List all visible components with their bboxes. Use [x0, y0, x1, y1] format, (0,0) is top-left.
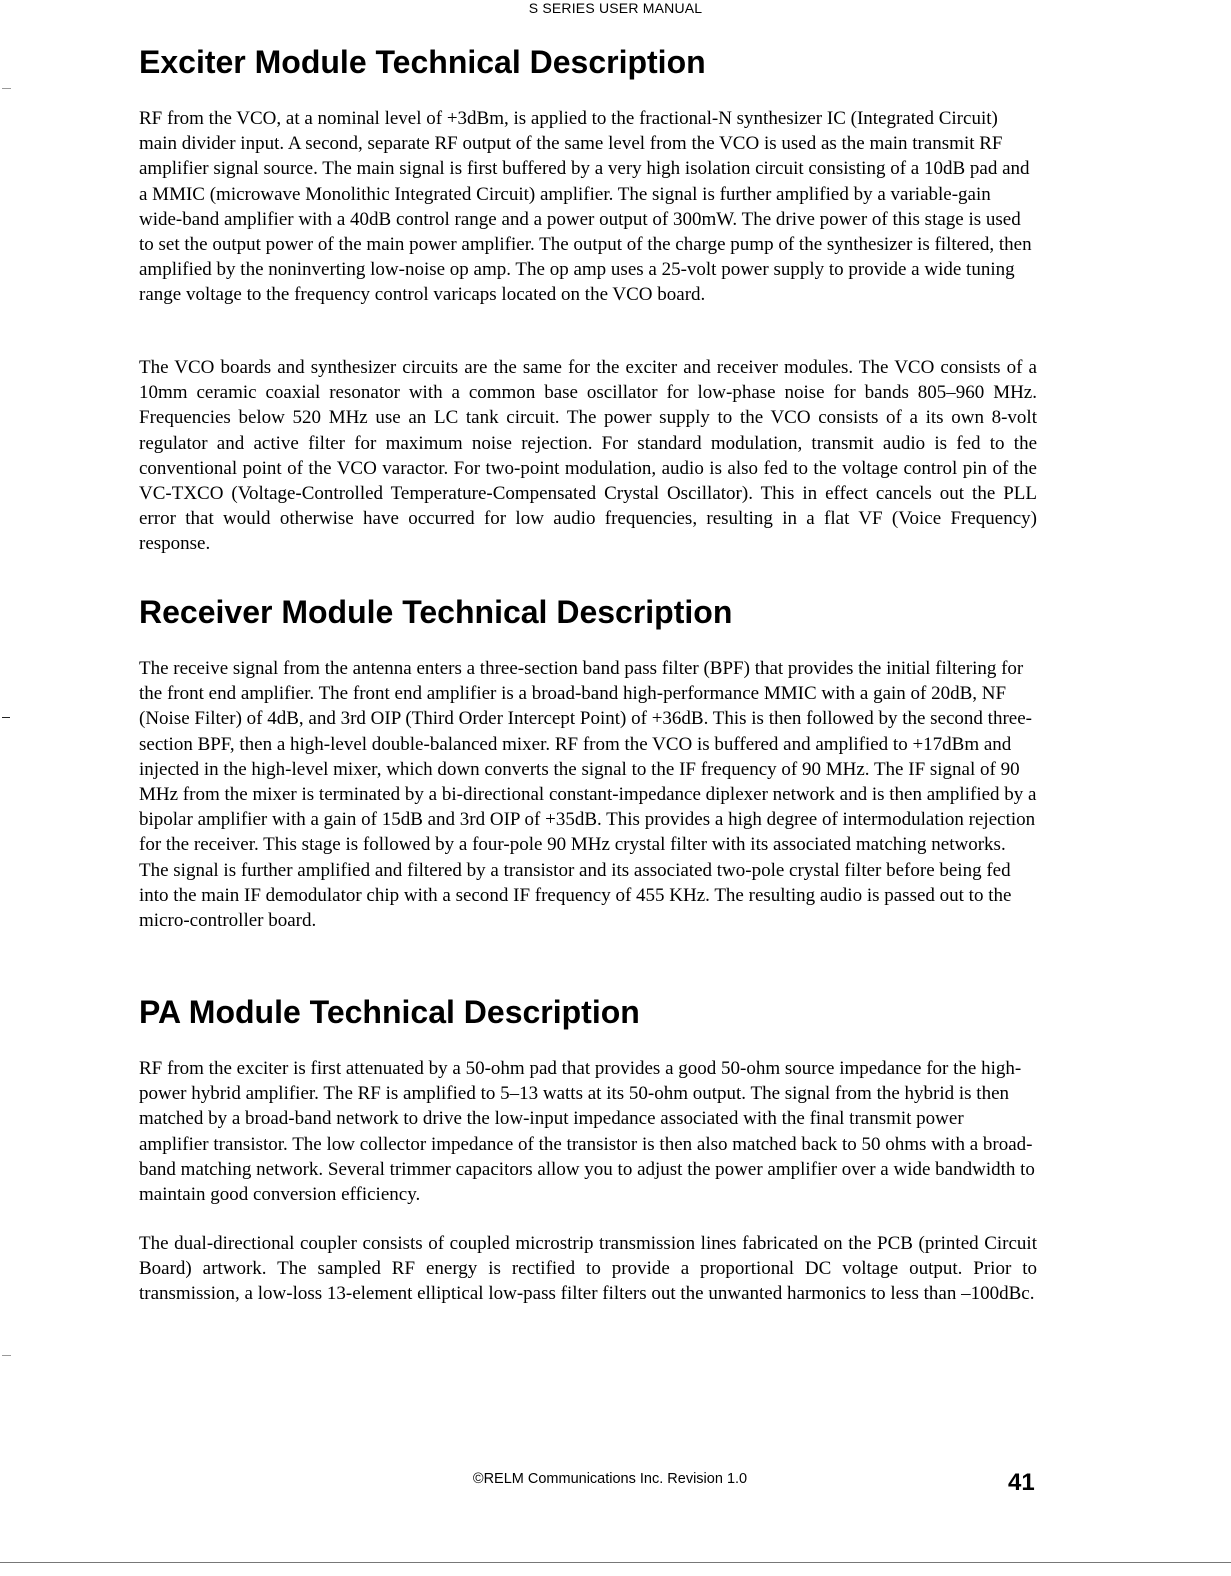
- margin-mark: [2, 717, 10, 718]
- pa-paragraph-2: The dual-directional coupler consists of coupled microstrip transmission lines fabricated on the PCB (printed Circuit Board) artwork. The sampled RF energy is rectified to provide a proportional DC voltage output. Prior to transmission, a low-loss 13-element elliptical low-pass filter filters out the unwanted harmonics to less than –100dBc.: [139, 1233, 1037, 1305]
- margin-mark: [2, 88, 11, 89]
- exciter-heading: Exciter Module Technical Description: [139, 44, 706, 80]
- receiver-paragraph-1: The receive signal from the antenna enters a three-section band pass filter (BPF) that provides the initial filtering for the front end amplifier. The front end amplifier is a broad-band high-performance MMIC with a gain of 20dB, NF (Noise Filter) of 4dB, and 3rd OIP (Third Order Intercept Point) of +36dB. This is then followed by the second three-section BPF, then a high-level double-balanced mixer. RF from the VCO is buffered and amplified to +17dBm and injected in the high-level mixer, which down converts the signal to the IF frequency of 90 MHz. The IF signal of 90 MHz from the mixer is terminated by a bi-directional constant-impedance diplexer network and is then amplified by a bipolar amplifier with a gain of 15dB and 3rd OIP of +35dB. This provides a high degree of intermodulation rejection for the receiver. This stage is followed by a four-pole 90 MHz crystal filter with its associated matching networks. The signal is further amplified and filtered by a transistor and its associated two-pole crystal filter before being fed into the main IF demodulator chip with a second IF frequency of 455 KHz. The resulting audio is passed out to the micro-controller board.: [139, 658, 1037, 932]
- page-number: 41: [1008, 1469, 1035, 1496]
- bottom-scan-edge: [0, 1562, 1231, 1563]
- exciter-paragraph-2: The VCO boards and synthesizer circuits are the same for the exciter and receiver modules. The VCO consists of a 10mm ceramic coaxial resonator with a common base oscillator for low-phase noise for bands 805–960 MHz. Frequencies below 520 MHz use an LC tank circuit. The power supply to the VCO consists of a its own 8-volt regulator and active filter for maximum noise rejection. For standard modulation, transmit audio is fed to the conventional point of the VCO varactor. For two-point modulation, audio is also fed to the voltage control pin of the VC-TXCO (Voltage-Controlled Temperature-Compensated Crystal Oscillator). This in effect cancels out the PLL error that would otherwise have occurred for low audio frequencies, resulting in a flat VF (Voice Frequency) response.: [139, 357, 1037, 555]
- running-header: S SERIES USER MANUAL: [528, 0, 703, 16]
- receiver-heading: Receiver Module Technical Description: [139, 594, 733, 630]
- margin-mark: [2, 1355, 11, 1356]
- pa-heading: PA Module Technical Description: [139, 994, 640, 1030]
- pa-paragraph-1: RF from the exciter is first attenuated by a 50-ohm pad that provides a good 50-ohm source impedance for the high-power hybrid amplifier. The RF is amplified to 5–13 watts at its 50-ohm output. The signal from the hybrid is then matched by a broad-band network to drive the low-input impedance associated with the final transmit power amplifier transistor. The low collector impedance of the transistor is then also matched back to 50 ohms with a broad-band matching network. Several trimmer capacitors allow you to adjust the power amplifier over a wide bandwidth to maintain good conversion efficiency.: [139, 1058, 1035, 1206]
- exciter-paragraph-1: RF from the VCO, at a nominal level of +3dBm, is applied to the fractional-N synthesizer IC (Integrated Circuit) main divider input. A second, separate RF output of the same level from the VCO is used as the main transmit RF amplifier signal source. The main signal is first buffered by a very high isolation circuit consisting of a 10dB pad and a MMIC (microwave Monolithic Integrated Circuit) amplifier. The signal is further amplified by a variable-gain wide-band amplifier with a 40dB control range and a power output of 300mW. The drive power of this stage is used to set the output power of the main power amplifier. The output of the charge pump of the synthesizer is filtered, then amplified by the noninverting low-noise op amp. The op amp uses a 25-volt power supply to provide a wide tuning range voltage to the frequency control varicaps located on the VCO board.: [139, 108, 1032, 306]
- footer-copyright: ©RELM Communications Inc. Revision 1.0: [472, 1471, 748, 1487]
